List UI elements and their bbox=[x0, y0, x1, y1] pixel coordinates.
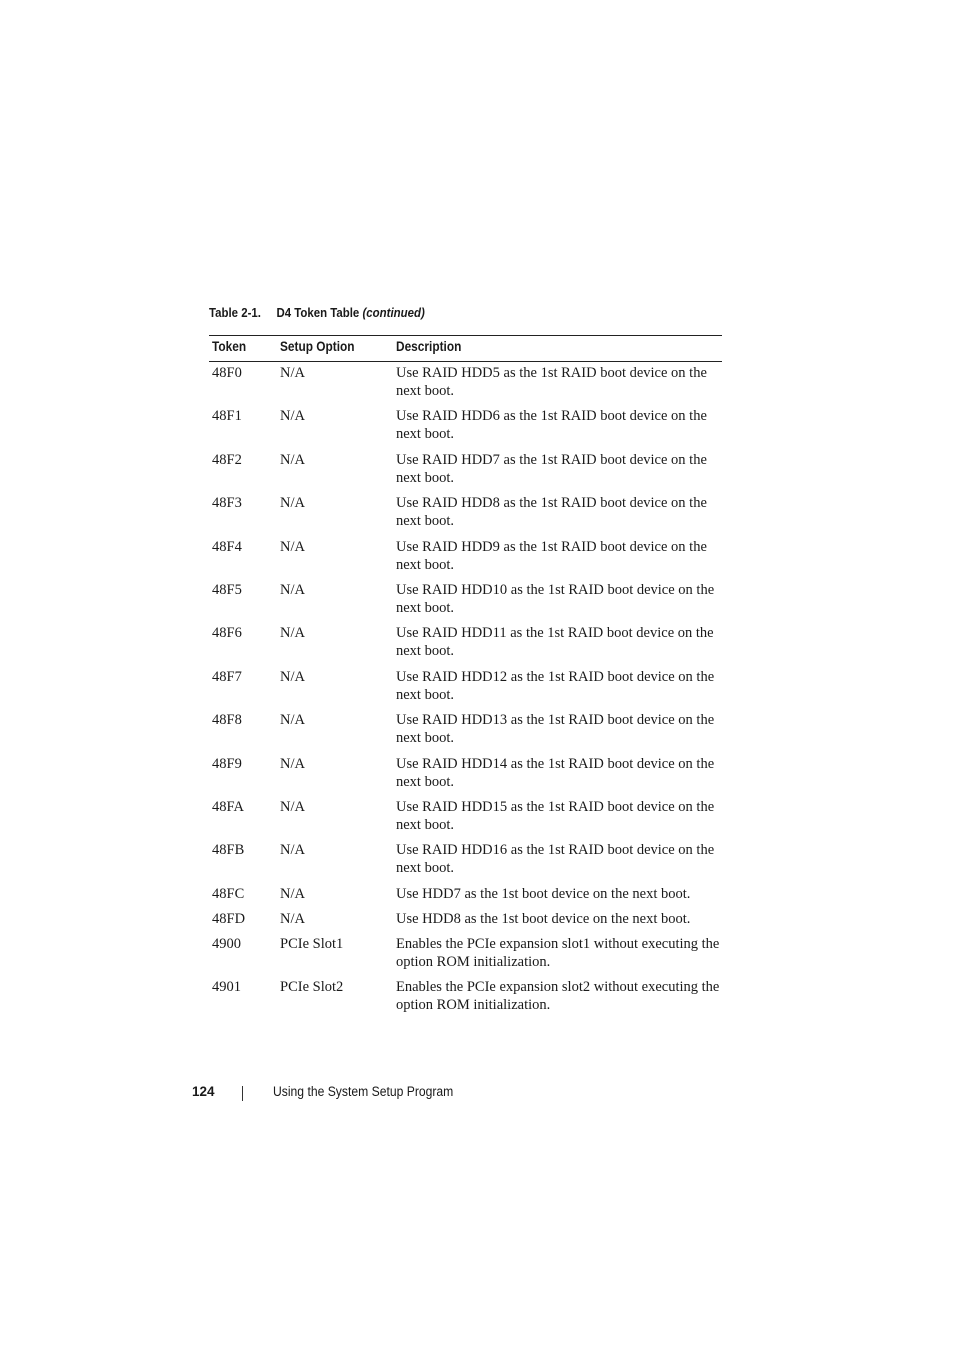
table-row bbox=[209, 364, 722, 407]
description-cell: Enables the PCIe expansion slot1 without executing the option ROM initialization. bbox=[396, 935, 720, 970]
token-cell: 48F9 bbox=[212, 755, 242, 772]
table-header-row bbox=[209, 335, 722, 362]
header-setup-option: Setup Option bbox=[280, 339, 355, 354]
header-description: Description bbox=[396, 339, 462, 354]
setup-option-cell: N/A bbox=[280, 910, 305, 927]
table-title: D4 Token Table bbox=[276, 305, 360, 320]
setup-option-cell: N/A bbox=[280, 798, 305, 815]
table-row bbox=[209, 798, 722, 841]
table-row bbox=[209, 624, 722, 667]
token-cell: 48F3 bbox=[212, 495, 242, 512]
description-cell: Use RAID HDD11 as the 1st RAID boot device on the next boot. bbox=[396, 625, 714, 660]
token-cell: 48FB bbox=[212, 842, 245, 859]
token-cell: 48F4 bbox=[212, 538, 242, 555]
description-cell: Use RAID HDD16 as the 1st RAID boot device on the next boot. bbox=[396, 842, 715, 877]
token-cell: 48F0 bbox=[212, 365, 242, 381]
table-row bbox=[209, 841, 722, 884]
table-row bbox=[209, 755, 722, 798]
table-row bbox=[209, 711, 722, 754]
setup-option-cell: N/A bbox=[280, 755, 305, 772]
setup-option-cell: N/A bbox=[280, 712, 305, 729]
setup-option-cell: N/A bbox=[280, 538, 305, 555]
description-cell: Use HDD7 as the 1st boot device on the next boot. bbox=[396, 885, 691, 902]
table-row bbox=[209, 581, 722, 624]
footer-divider bbox=[242, 1086, 243, 1101]
table-row bbox=[209, 451, 722, 494]
setup-option-cell: N/A bbox=[280, 625, 305, 642]
token-cell: 48FA bbox=[212, 798, 244, 815]
table-row bbox=[209, 885, 722, 910]
setup-option-cell: PCIe Slot2 bbox=[280, 979, 344, 996]
token-cell: 48F7 bbox=[212, 668, 242, 685]
description-cell: Use RAID HDD14 as the 1st RAID boot device on the next boot. bbox=[396, 755, 715, 790]
description-cell: Use RAID HDD9 as the 1st RAID boot device on the next boot. bbox=[396, 538, 707, 573]
page-number: 124 bbox=[192, 1084, 215, 1099]
description-cell: Enables the PCIe expansion slot2 without executing the option ROM initialization. bbox=[396, 979, 720, 1014]
table-row bbox=[209, 910, 722, 935]
token-cell: 48F1 bbox=[212, 408, 242, 425]
section-title: Using the System Setup Program bbox=[273, 1084, 454, 1099]
description-cell: Use RAID HDD8 as the 1st RAID boot device on the next boot. bbox=[396, 495, 707, 530]
table-continued-label: (continued) bbox=[362, 305, 425, 320]
description-cell: Use RAID HDD13 as the 1st RAID boot device on the next boot. bbox=[396, 712, 715, 747]
setup-option-cell: N/A bbox=[280, 495, 305, 512]
setup-option-cell: PCIe Slot1 bbox=[280, 935, 344, 952]
description-cell: Use RAID HDD12 as the 1st RAID boot device on the next boot. bbox=[396, 668, 715, 703]
table-body bbox=[209, 362, 722, 1021]
table-caption bbox=[209, 305, 425, 320]
description-cell: Use RAID HDD10 as the 1st RAID boot device on the next boot. bbox=[396, 581, 715, 616]
token-cell: 4901 bbox=[212, 979, 241, 996]
table-row bbox=[209, 538, 722, 581]
table-row bbox=[209, 494, 722, 537]
token-cell: 4900 bbox=[212, 935, 241, 952]
setup-option-cell: N/A bbox=[280, 365, 305, 381]
token-cell: 48F6 bbox=[212, 625, 242, 642]
setup-option-cell: N/A bbox=[280, 885, 305, 902]
setup-option-cell: N/A bbox=[280, 581, 305, 598]
description-cell: Use HDD8 as the 1st boot device on the next boot. bbox=[396, 910, 691, 927]
setup-option-cell: N/A bbox=[280, 668, 305, 685]
description-cell: Use RAID HDD15 as the 1st RAID boot device on the next boot. bbox=[396, 798, 715, 833]
token-cell: 48F8 bbox=[212, 712, 242, 729]
token-cell: 48F2 bbox=[212, 451, 242, 468]
table-row bbox=[209, 935, 722, 978]
table-row bbox=[209, 668, 722, 711]
table-row bbox=[209, 978, 722, 1021]
setup-option-cell: N/A bbox=[280, 451, 305, 468]
setup-option-cell: N/A bbox=[280, 408, 305, 425]
table-row bbox=[209, 407, 722, 450]
header-token: Token bbox=[212, 339, 247, 354]
token-cell: 48FD bbox=[212, 910, 246, 927]
token-cell: 48F5 bbox=[212, 581, 242, 598]
description-cell: Use RAID HDD7 as the 1st RAID boot device on the next boot. bbox=[396, 451, 707, 486]
d4-token-table bbox=[209, 335, 722, 1021]
table-number: Table 2-1. bbox=[209, 305, 261, 320]
setup-option-cell: N/A bbox=[280, 842, 305, 859]
description-cell: Use RAID HDD6 as the 1st RAID boot device on the next boot. bbox=[396, 408, 707, 443]
description-cell: Use RAID HDD5 as the 1st RAID boot device on the next boot. bbox=[396, 365, 707, 399]
token-cell: 48FC bbox=[212, 885, 245, 902]
